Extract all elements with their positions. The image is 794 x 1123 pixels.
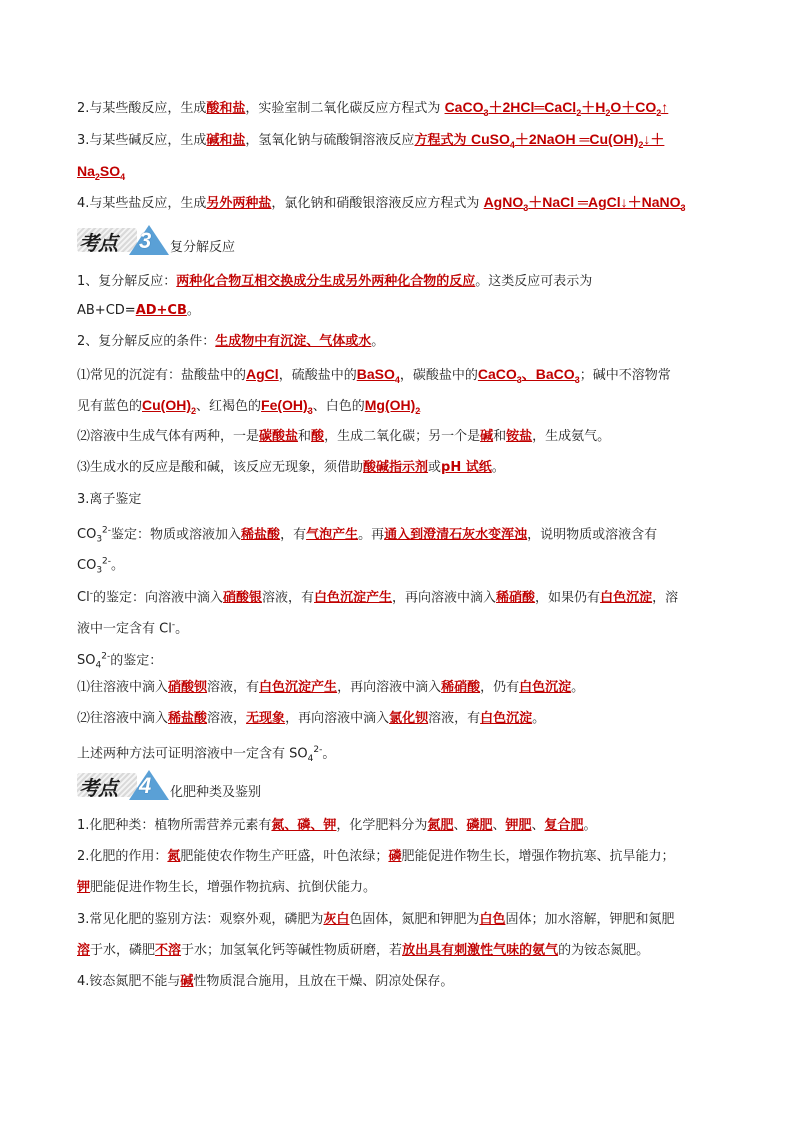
text: 的为铵态氮肥。 (558, 943, 650, 958)
answer: 无现象 (246, 711, 286, 726)
line-def (77, 273, 592, 291)
line-fert-roles (77, 848, 674, 866)
text: ⑴常见的沉淀有：盐酸盐中的 (77, 368, 247, 383)
text: 和 (298, 429, 312, 444)
text: ；碱中不溶物常 (579, 368, 671, 383)
text: 见有蓝色的 (77, 399, 143, 414)
text: 。 (583, 818, 597, 833)
line-gases (77, 428, 610, 446)
line-co3-cont (77, 553, 124, 580)
caco3-baco3: CaCO$_3$、BaCO$_3$ (477, 366, 580, 385)
text: 、 (453, 818, 467, 833)
text: 。 (532, 711, 546, 726)
answer: 氮肥 (427, 818, 454, 833)
answer: 碳酸盐 (259, 429, 299, 444)
answer: 白色 (479, 912, 506, 927)
answer: 铵盐 (506, 429, 533, 444)
text: 固体；加水溶解，钾肥和氮肥 (505, 912, 675, 927)
text: 肥能使农作物生产旺盛，叶色浓绿； (180, 849, 389, 864)
cuoh2: $Cu(OH)_2$ (142, 397, 197, 416)
badge-number: 3 (139, 228, 152, 253)
answer: 硝酸银 (222, 590, 262, 606)
answer: 白色沉淀产生 (259, 680, 338, 695)
text: ，氯化钠和硝酸银溶液反应方程式为 (271, 196, 484, 211)
text: 。 (571, 680, 585, 695)
section-title-4: 化肥种类及鉴别 (170, 785, 262, 800)
answer: AD+CB (135, 303, 187, 318)
answer: 通入到澄清石灰水变浑浊 (384, 527, 528, 543)
text: ，氢氧化钠与硫酸铜溶液反应 (245, 133, 415, 148)
text: 2.与某些酸反应，生成 (77, 101, 207, 116)
answer: 酸碱指示剂 (363, 460, 429, 475)
answer: 白色沉淀 (480, 711, 533, 726)
text: ，如果仍有 (535, 590, 601, 606)
line-fert-types (77, 817, 597, 835)
line-fert-identify-cont (77, 942, 649, 960)
so4-ion: $SO_4^{2-}$ (77, 652, 111, 671)
text: 1.化肥种类：植物所需营养元素有 (77, 818, 272, 833)
answer: 稀盐酸 (241, 527, 281, 543)
answer: 酸和盐 (206, 101, 246, 116)
text: 于水，磷肥 (90, 943, 156, 958)
text: 、 (531, 818, 545, 833)
text: 、红褐色的 (196, 399, 262, 414)
co3-ion: $CO_3^{2-}$ (77, 526, 112, 545)
answer: 白色沉淀产生 (314, 590, 393, 606)
text: 。 (371, 334, 385, 349)
text: 溶液， (207, 711, 247, 726)
line-precipitates-cont (77, 396, 420, 420)
line-water (77, 459, 505, 477)
line-base-reaction (77, 130, 664, 154)
line-acid-reaction (77, 98, 668, 122)
answer: 另外两种盐 (206, 196, 272, 211)
badge-word: 考点 (79, 776, 117, 800)
text: 。再 (358, 527, 385, 543)
text: 于水；加氢氧化钙等碱性物质研磨，若 (181, 943, 403, 958)
text: 3.与某些碱反应，生成 (77, 133, 207, 148)
text: 液中一定含有 Cl (77, 621, 172, 637)
answer: 氮、磷、钾 (271, 818, 337, 833)
answer: 稀硝酸 (496, 590, 536, 606)
text: 色固体，氮肥和钾肥为 (349, 912, 480, 927)
answer: 碱 (180, 974, 194, 989)
text: 鉴定：物质或溶液加入 (111, 527, 242, 543)
text: 性物质混合施用，且放在干燥、阴凉处保存。 (193, 974, 454, 989)
line-precipitates (77, 365, 671, 389)
text: 肥能促进作物生长，增强作物抗寒、抗旱能力； (401, 849, 675, 864)
equation-na2so4: $Na_2SO_4$ (77, 163, 126, 182)
text: ，碳酸盐中的 (399, 368, 478, 383)
text: AB+CD= (77, 303, 136, 318)
text: 2.化肥的作用： (77, 849, 168, 864)
answer: 白色沉淀 (519, 680, 572, 695)
answer: 稀硝酸 (441, 680, 481, 695)
line-def-formula (77, 302, 200, 320)
text: 的鉴定：向溶液中滴入 (92, 590, 223, 606)
answer: 硝酸钡 (168, 680, 208, 695)
feoh3: $Fe(OH)_3$ (261, 397, 313, 416)
text: 和 (493, 429, 507, 444)
text: ⑵往溶液中滴入 (77, 711, 169, 726)
text: ⑶生成水的反应是酸和碱，该反应无现象，须借助 (77, 460, 364, 475)
text: 。 (186, 303, 200, 318)
text: 3.常见化肥的鉴别方法：观察外观，磷肥为 (77, 912, 324, 927)
agcl: AgCl (246, 366, 279, 382)
answer: 磷 (388, 849, 402, 864)
text: ，再向溶液中滴入 (285, 711, 390, 726)
text: ，硫酸盐中的 (278, 368, 357, 383)
line-salt-reaction (77, 193, 686, 217)
answer: 灰白 (323, 912, 350, 927)
answer: 钾 (77, 880, 91, 895)
line-base-reaction-cont (77, 162, 125, 186)
kaodian-3-badge (77, 225, 169, 255)
text: 4.与某些盐反应，生成 (77, 196, 207, 211)
line-conditions (77, 333, 384, 351)
text: 溶液，有 (261, 590, 314, 606)
ion-identification-heading: 3.离子鉴定 (77, 492, 142, 507)
text: 4.铵态氮肥不能与 (77, 974, 181, 989)
answer: 白色沉淀 (600, 590, 653, 606)
baso4: BaSO$_4$ (356, 366, 400, 385)
text: 。 (491, 460, 505, 475)
line-co3 (77, 522, 657, 549)
text: 溶液，有 (207, 680, 260, 695)
text: ，说明物质或溶液含有 (527, 527, 658, 543)
answer: 酸 (311, 429, 325, 444)
answer: 放出具有刺激性气味的氨气 (402, 943, 559, 958)
text: ，溶 (652, 590, 679, 606)
answer: 不溶 (155, 943, 182, 958)
text: ，化学肥料分为 (336, 818, 428, 833)
text: 。这类反应可表示为 (475, 274, 593, 289)
equation-cuso4: CuSO$_4$＋2NaOH $═Cu(OH)_2↓+$ (470, 131, 665, 150)
line-so4-method2 (77, 710, 545, 728)
co3-ion: $CO_3^{2-}$。 (77, 557, 125, 576)
mgoh2: $Mg(OH)_2$ (364, 397, 421, 416)
line-fert-roles-cont (77, 879, 376, 897)
answer: 方程式为 (414, 133, 471, 148)
equation-agno3: AgNO$_3$＋NaCl ═AgCl↓＋NaNO$_3$ (483, 194, 686, 213)
line-fert-identify (77, 911, 674, 929)
line-fert-storage (77, 973, 453, 991)
cl-ion: Cl- (77, 589, 93, 606)
text: 上述两种方法可证明溶液中一定含有 SO (77, 746, 308, 762)
answer: 氯化钡 (389, 711, 429, 726)
kaodian-4-badge (77, 770, 169, 800)
answer: 稀盐酸 (168, 711, 208, 726)
text: 或 (428, 460, 442, 475)
line-so4-conclusion: 上述两种方法可证明溶液中一定含有 $SO_4^{2-}$。 (77, 745, 336, 764)
answer: 溶 (77, 943, 91, 958)
text: ，实验室制二氧化碳反应方程式为 (245, 101, 445, 116)
text: ⑴往溶液中滴入 (77, 680, 169, 695)
answer: 钾肥 (505, 818, 532, 833)
answer: 生成物中有沉淀、气体或水 (215, 334, 372, 349)
section-title-3: 复分解反应 (170, 240, 236, 255)
equation-caco3: $CaCO_3+2HCl═CaCl_2+H_2O+CO_2↑$ (444, 99, 669, 118)
answer: 碱和盐 (206, 133, 246, 148)
answer: 复合肥 (544, 818, 584, 833)
text: ，有 (280, 527, 307, 543)
line-cl (77, 585, 678, 607)
text: ，再向溶液中滴入 (337, 680, 442, 695)
text: 、 (492, 818, 506, 833)
text: 1、复分解反应： (77, 274, 177, 289)
answer: pH 试纸 (441, 460, 492, 475)
text: ，再向溶液中滴入 (392, 590, 497, 606)
text: ，仍有 (480, 680, 520, 695)
answer: 氮 (167, 849, 181, 864)
line-cl-cont: 液中一定含有 Cl-。 (77, 620, 189, 637)
text: ，生成氨气。 (532, 429, 611, 444)
answer: 两种化合物互相交换成分生成另外两种化合物的反应 (176, 274, 476, 289)
line-so4-method1 (77, 679, 584, 697)
badge-word: 考点 (79, 231, 117, 255)
text: 肥能促进作物生长，增强作物抗病、抗倒伏能力。 (90, 880, 377, 895)
text: 、白色的 (312, 399, 365, 414)
text: 的鉴定： (110, 653, 163, 669)
answer: 碱 (480, 429, 494, 444)
text: 溶液，有 (428, 711, 481, 726)
text: 2、复分解反应的条件： (77, 334, 216, 349)
line-so4-title (77, 648, 162, 675)
answer: 气泡产生 (306, 527, 359, 543)
text: ，生成二氧化碳；另一个是 (324, 429, 481, 444)
badge-number: 4 (139, 773, 152, 798)
text: ⑵溶液中生成气体有两种，一是 (77, 429, 260, 444)
answer: 磷肥 (466, 818, 493, 833)
